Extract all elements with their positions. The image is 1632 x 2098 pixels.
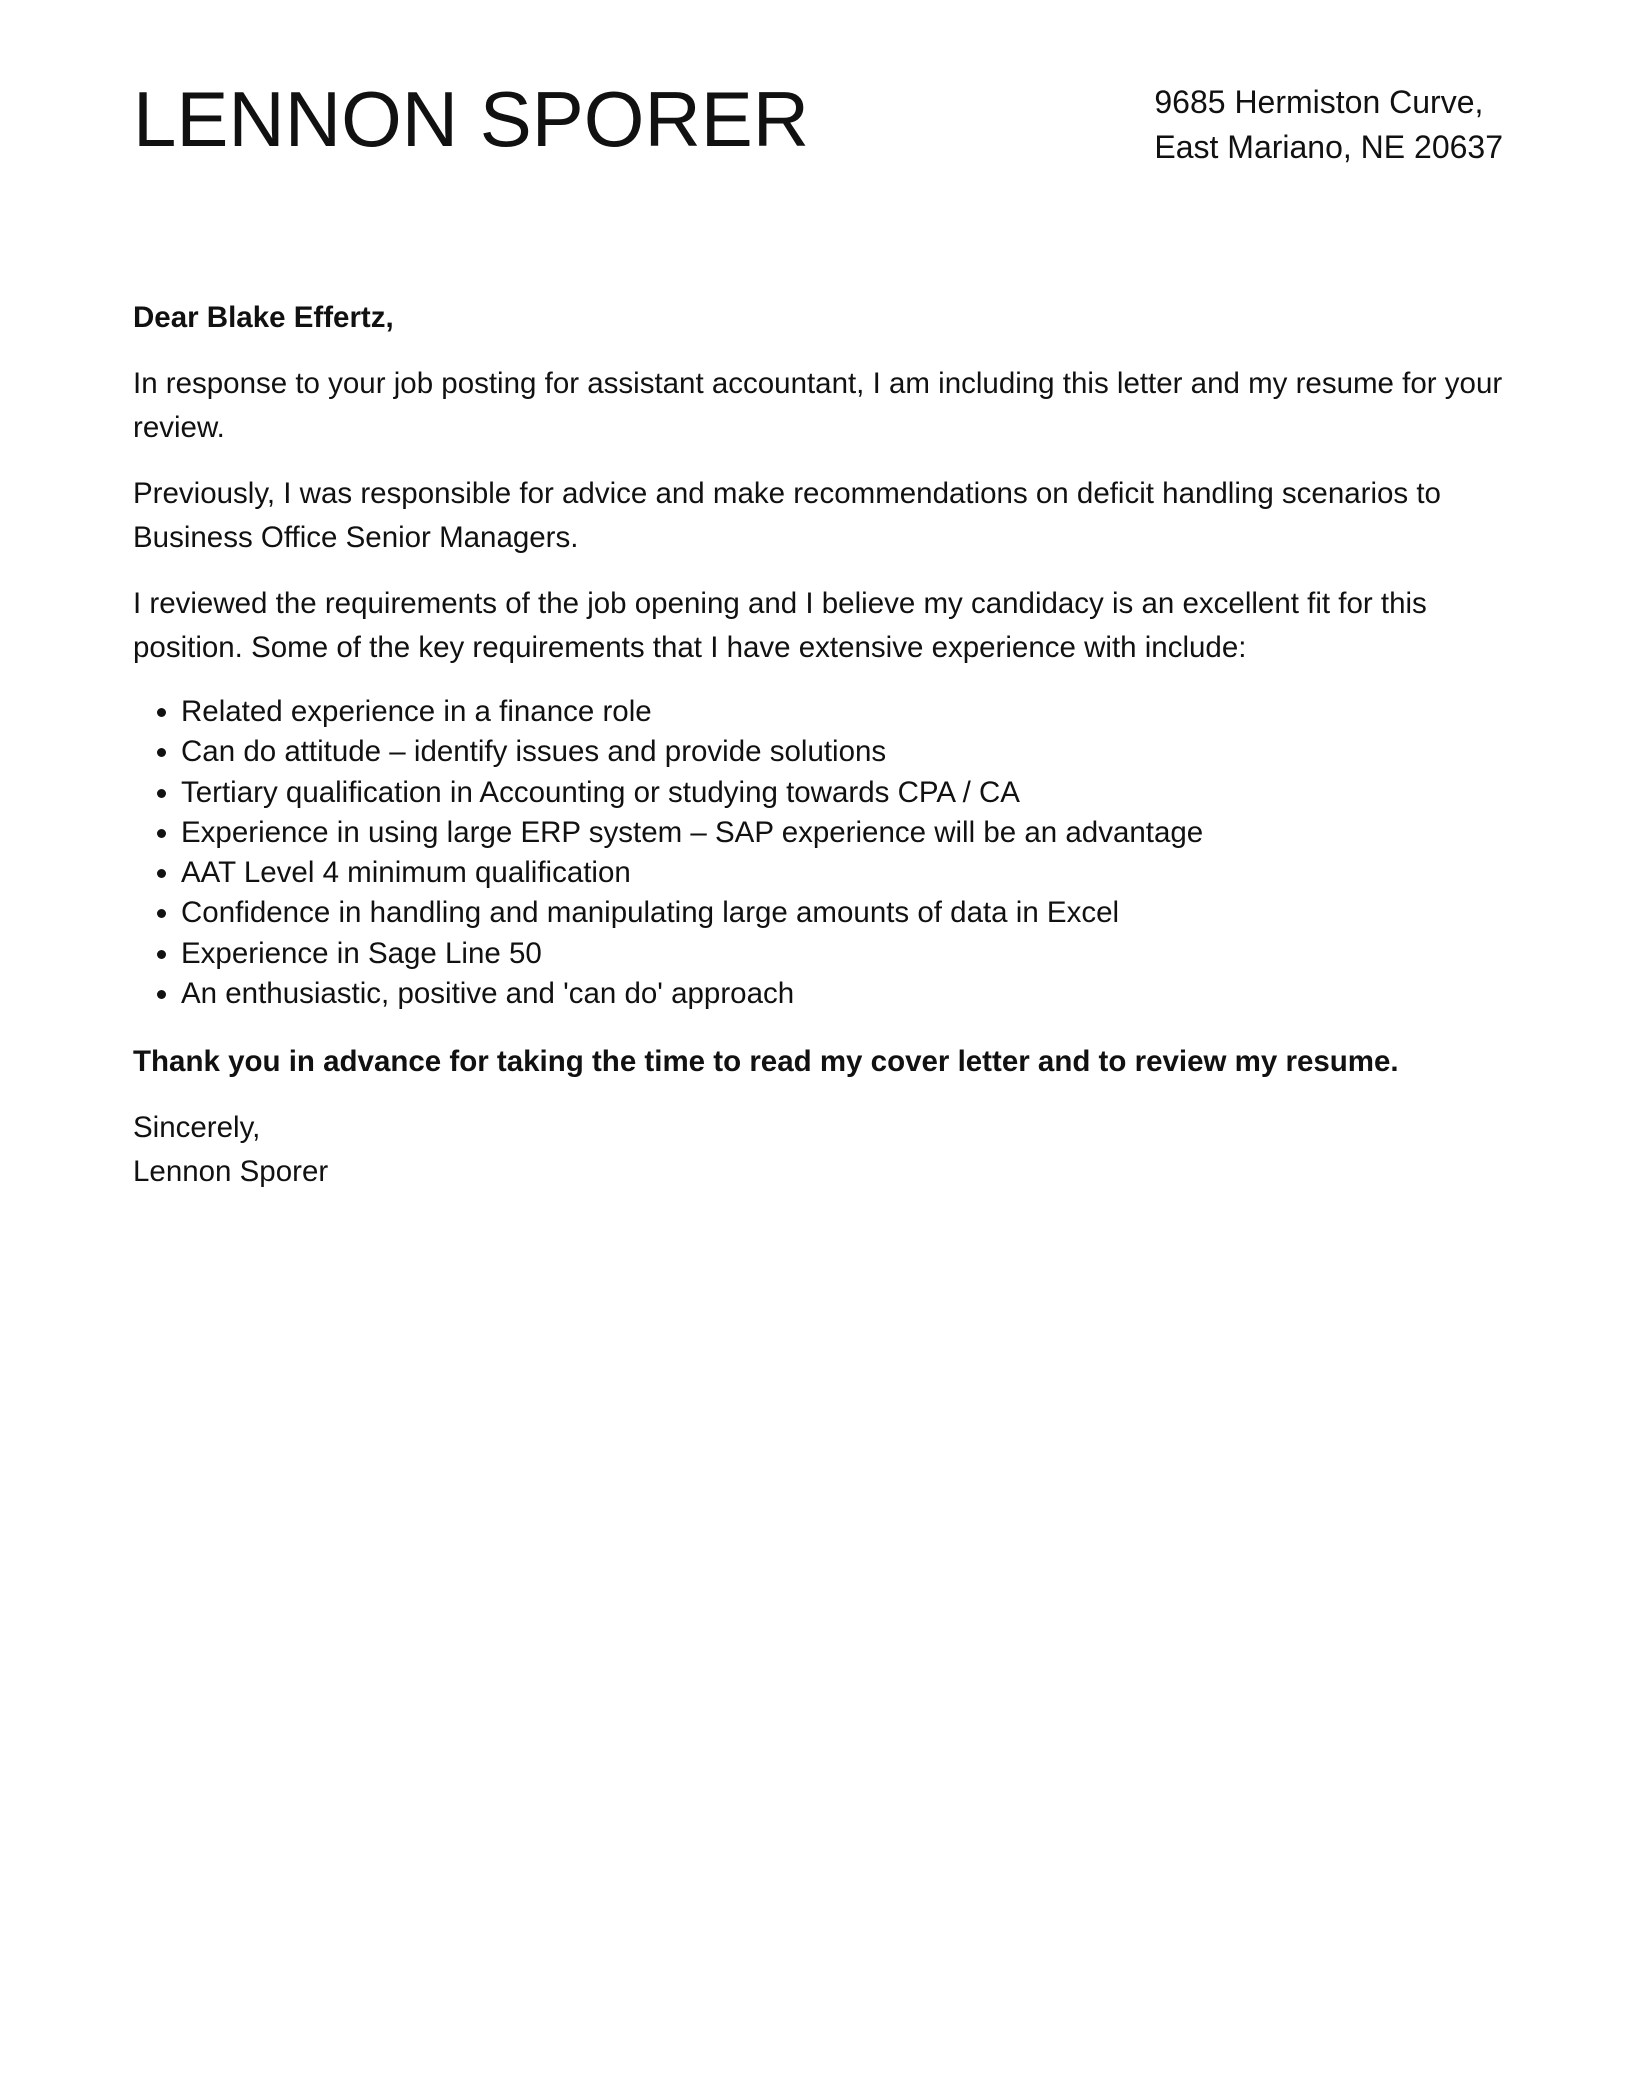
list-item-text: Related experience in a finance role bbox=[181, 695, 652, 728]
bullet-icon bbox=[157, 990, 166, 999]
paragraph-requirements-intro: I reviewed the requirements of the job opening and I believe my candidacy is an excellent fit for this position. Some of the key requirements that I have extensive experience with include: bbox=[133, 587, 1427, 664]
closing-statement: Thank you in advance for taking the time to read my cover letter and to review my resume. bbox=[133, 1045, 1399, 1079]
bullet-icon bbox=[157, 748, 166, 757]
bullet-icon bbox=[157, 829, 166, 838]
applicant-name: LENNON SPORER bbox=[133, 75, 810, 163]
letter-body bbox=[133, 296, 1508, 1194]
bullet-icon bbox=[157, 869, 166, 878]
address-line-1: 9685 Hermiston Curve, bbox=[1154, 84, 1484, 120]
list-item bbox=[133, 974, 1508, 1014]
list-item-text: AAT Level 4 minimum qualification bbox=[181, 856, 631, 890]
bullet-icon bbox=[157, 789, 166, 798]
list-item-text: Experience in using large ERP system – SAP experience will be an advantage bbox=[181, 815, 1204, 849]
bullet-icon bbox=[157, 708, 166, 717]
list-item-text: Experience in Sage Line 50 bbox=[181, 936, 542, 970]
list-item bbox=[133, 813, 1508, 853]
list-item bbox=[133, 893, 1508, 933]
letter-header bbox=[133, 70, 1503, 180]
paragraph-experience: Previously, I was responsible for advice and make recommendations on deficit handling scenarios to Business Office Senior Managers. bbox=[133, 477, 1441, 554]
signoff: Sincerely, bbox=[133, 1111, 261, 1145]
list-item-text: Tertiary qualification in Accounting or studying towards CPA / CA bbox=[181, 775, 1020, 809]
list-item bbox=[133, 773, 1508, 813]
paragraph-intro: In response to your job posting for assistant accountant, I am including this letter and my resume for your review. bbox=[133, 367, 1503, 444]
signature: Lennon Sporer bbox=[133, 1155, 329, 1189]
list-item bbox=[133, 934, 1508, 974]
signoff-block bbox=[133, 1106, 1508, 1194]
salutation: Dear Blake Effertz, bbox=[133, 301, 394, 334]
list-item bbox=[133, 732, 1508, 772]
bullet-icon bbox=[157, 950, 166, 959]
list-item-text: Confidence in handling and manipulating large amounts of data in Excel bbox=[181, 896, 1120, 930]
list-item bbox=[133, 853, 1508, 893]
address-line-2: East Mariano, NE 20637 bbox=[1154, 129, 1503, 165]
applicant-address bbox=[1154, 80, 1503, 170]
bullet-icon bbox=[157, 909, 166, 918]
requirements-list bbox=[133, 692, 1508, 1014]
list-item-text: An enthusiastic, positive and 'can do' approach bbox=[181, 977, 795, 1011]
list-item-text: Can do attitude – identify issues and provide solutions bbox=[181, 735, 887, 769]
list-item bbox=[133, 692, 1508, 732]
